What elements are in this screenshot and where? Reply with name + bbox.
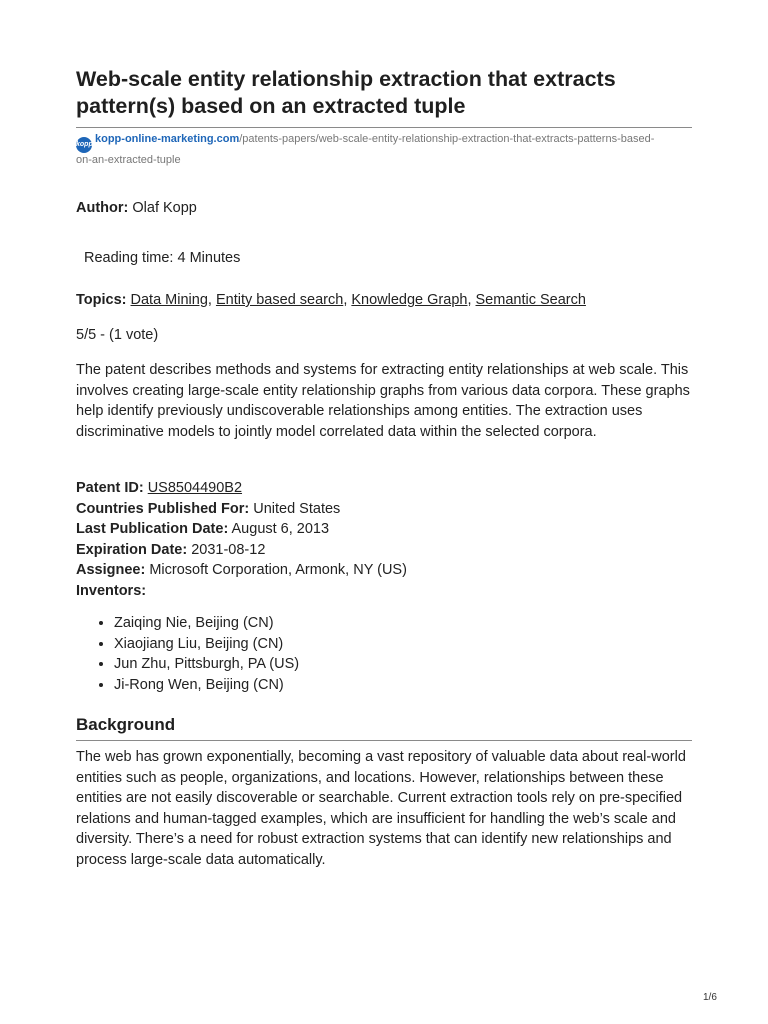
list-item: • Zaiqing Nie, Beijing (CN): [114, 613, 299, 634]
list-item: • Xiaojiang Liu, Beijing (CN): [114, 634, 299, 655]
expiration-date-value: 2031-08-12: [191, 541, 266, 558]
reading-time: Reading time: 4 Minutes: [84, 250, 241, 266]
author-line: [76, 198, 197, 218]
topics-line: Topics: Data Mining, Entity based search, Knowledge Graph, Semantic Search: [76, 292, 586, 308]
inventors-list: [76, 613, 299, 695]
list-item: • Ji-Rong Wen, Beijing (CN): [114, 675, 299, 696]
source-url[interactable]: [76, 132, 692, 168]
topic-link-knowledge-graph[interactable]: Knowledge Graph: [351, 292, 468, 308]
publication-date-label: Last Publication Date:: [76, 521, 229, 538]
background-divider: [76, 740, 692, 741]
background-paragraph: The web has grown exponentially, becoming a vast repository of valuable data about real-world entities such as people, organizations, and locations. However, relationships between these entities are not easily discoverable or searchable. Current extraction tools rely on pre-specified relations and human-tagged examples, which are insufficient for handling the web’s scale and diversity. There’s a need for robust extraction systems that can identify new relationships and process large-scale data automatically.: [76, 749, 686, 868]
author-label: Author:: [76, 200, 129, 216]
source-domain: kopp-online-marketing.com: [95, 133, 240, 145]
author-name: Olaf Kopp: [132, 200, 197, 216]
assignee-value: Microsoft Corporation, Armonk, NY (US): [149, 562, 407, 579]
countries-value: United States: [253, 500, 341, 517]
background-heading: Background: [76, 715, 176, 734]
topics-label: Topics:: [76, 292, 127, 308]
assignee-label: Assignee:: [76, 562, 146, 579]
list-item: • Jun Zhu, Pittsburgh, PA (US): [114, 654, 299, 675]
summary-paragraph: The patent describes methods and systems for extracting entity relationships at web scale. This involves creating large-scale entity relationship graphs from various data corpora. These graphs help identify previously undiscoverable relationships among entities. The extraction uses discriminative models to jointly model correlated data within the selected corpora.: [76, 362, 690, 440]
countries-label: Countries Published For:: [76, 500, 250, 517]
rating[interactable]: 5/5 - (1 vote): [76, 327, 159, 343]
countries-row: [76, 499, 692, 520]
publication-date-row: [76, 519, 692, 540]
patent-id-label: Patent ID:: [76, 480, 144, 496]
topic-link-entity-based-search[interactable]: Entity based search: [215, 292, 344, 308]
assignee-row: [76, 560, 692, 581]
inventors-label: Inventors:: [76, 582, 147, 599]
title-divider: [76, 127, 692, 128]
source-path-line2: on-an-extracted-tuple: [76, 154, 181, 166]
page-title: Web-scale entity relationship extraction that extracts pattern(s) based on an extracted tuple: [76, 67, 616, 118]
topic-link-semantic-search[interactable]: Semantic Search: [475, 292, 586, 308]
site-logo-icon: kopp: [76, 137, 92, 153]
publication-date-value: August 6, 2013: [231, 521, 330, 538]
page-number: 1/6: [703, 992, 717, 1003]
source-path-line1: /patents-papers/web-scale-entity-relationship-extraction-that-extracts-patterns-based-: [239, 133, 655, 145]
patent-details: [76, 478, 692, 602]
expiration-date-row: [76, 540, 692, 561]
patent-id-row: [76, 478, 692, 499]
inventors-row: [76, 581, 692, 602]
patent-id-link[interactable]: US8504490B2: [147, 480, 243, 496]
topic-link-data-mining[interactable]: Data Mining: [130, 292, 208, 308]
expiration-date-label: Expiration Date:: [76, 541, 188, 558]
